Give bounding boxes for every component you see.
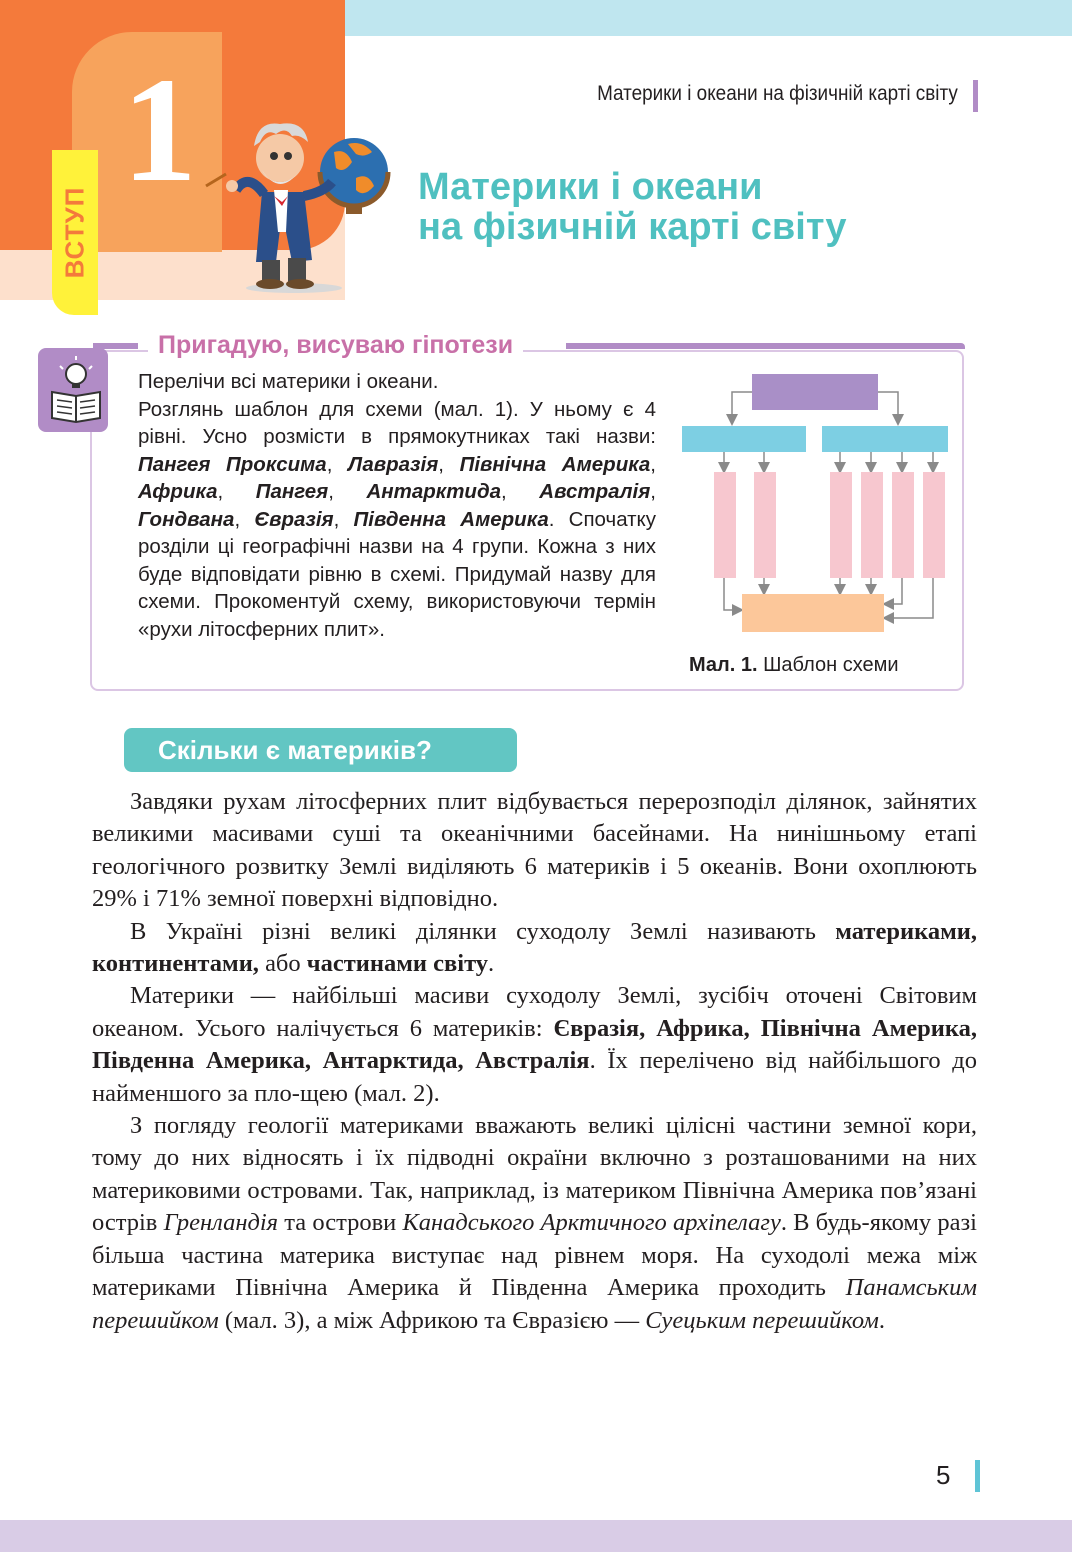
text-run: . Їх перелічено від найбільшого до найменшого за пло-щею (мал. 2).: [92, 1047, 977, 1107]
text-run: .: [878, 1306, 886, 1334]
body-paragraph-1: Завдяки рухам літосферних плит відбувається перерозподіл ділянок, зайнятих великими масивами суші та океанічними басейнами. На нинішньому етапі геологічного розвитку Землі виділяють 6 материків і 5 океанів. Вони охоплюють 29% і 71% земної поверхні відповідно.: [92, 788, 977, 913]
page-number-bar: [975, 1460, 980, 1492]
name-term: Північна Америка: [459, 452, 651, 476]
chapter-title-line2: на фізичній карті світу: [418, 206, 847, 248]
text-run: З погляду геології материками вважають великі цілісні частини земної кори, тому до них відносять і їх підводні окраїни включно з розташованими на них материковими островами. Так, наприклад, із материком Північна Америка пов’язані острів: [92, 1112, 977, 1237]
scheme-arrow: [732, 392, 752, 420]
term-bold: материками, континентами,: [92, 917, 977, 978]
hypothesis-icon-tile: [38, 348, 108, 432]
name-term: Пангея: [255, 480, 329, 503]
term-italic: Канадського Арктичного архіпелагу: [402, 1209, 781, 1237]
text-run: Материки — найбільші масиви суходолу Землі, зусібіч оточені Світовим океаном. Усього налічується 6 материків:: [92, 982, 977, 1042]
hypothesis-task-1: Перелічи всі материки і океани.: [138, 370, 439, 393]
hypothesis-rule-right: [566, 343, 965, 349]
scheme-level3-box: [714, 472, 736, 578]
chapter-number: 1: [122, 47, 197, 213]
text-run: та острови: [278, 1209, 403, 1237]
name-term: Антарктида: [366, 480, 502, 503]
text-run: або: [258, 950, 307, 978]
running-head: Материки і океани на фізичній карті світу: [597, 82, 958, 105]
running-head-bar: [973, 80, 978, 112]
scheme-template-diagram: [676, 368, 956, 638]
scheme-top-box: [752, 374, 878, 410]
chapter-title-line1: Материки і океани: [418, 166, 763, 208]
scheme-level3-box: [923, 472, 945, 578]
hypothesis-task-2-start: Розглянь шаблон для схеми (мал. 1). У ньому є 4 рівні. Усно розмісти в прямокутниках такі назви:: [138, 397, 656, 448]
scheme-arrow: [888, 578, 902, 604]
text-run: .: [488, 950, 495, 978]
continents-list: Євразія, Африка, Північна Америка, Південна Америка, Антарктида, Австралія: [92, 1014, 977, 1075]
scheme-arrow: [888, 578, 933, 618]
text-run: (мал. 3), а між Африкою та Євразією —: [218, 1306, 646, 1334]
scheme-level2-arrows: [724, 452, 933, 468]
hypothesis-task-2: Розглянь шаблон для схеми (мал. 1). У ньому є 4 рівні. Усно розмісти в прямокутниках такі назви: Пангея Проксима, Лавразія, Північна Америка, Африка, Пангея, Антарктида, Австралія, Гондвана, Євразія, Південна Америка. Спочатку розділи ці географічні назви на 4 групи. Кожна з них буде відповідати рівню в схемі. Придумай назву для схеми. Прокоментуй схему, використовуючи термін «рухи літосферних плит».: [138, 397, 656, 641]
section-heading: Скільки є материків?: [158, 735, 432, 765]
name-term: Південна Америка: [353, 507, 549, 531]
scheme-arrow: [724, 578, 738, 610]
body-paragraph-2: [92, 916, 977, 981]
text-run: . В будь-якому разі більша частина материка виступає над рівнем моря. На суходолі межа між материками Північна Америка й Південна Америка проходить: [92, 1209, 977, 1302]
body-paragraph-4: [92, 1110, 977, 1337]
hypothesis-title: Пригадую, висуваю гіпотези: [148, 330, 523, 360]
footer-band: [0, 1520, 1072, 1552]
scheme-level2-box: [682, 426, 806, 452]
name-term: Африка: [138, 480, 218, 503]
body-paragraph-3: [92, 980, 977, 1110]
scheme-level3-box: [754, 472, 776, 578]
scheme-level2-box: [822, 426, 948, 452]
professor-globe-illustration: [196, 112, 396, 294]
scheme-level3-box: [861, 472, 883, 578]
scheme-bottom-box: [742, 594, 884, 632]
name-term: Пангея Проксима: [138, 452, 327, 476]
name-term: Лавразія: [348, 452, 439, 476]
term-italic: Гренландія: [163, 1209, 279, 1237]
header-blue-band: [345, 0, 1072, 36]
figure-caption-label: Мал. 1.: [689, 654, 758, 676]
figure-caption: [689, 654, 899, 677]
hypothesis-task-2-end: . Спочатку розділи ці географічні назви на 4 групи. Кожна з них буде відповідати рівню в схемі. Придумай назву для схеми. Прокоментуй схему, використовуючи термін «рухи літосферних плит».: [138, 507, 656, 641]
book-lightbulb-icon: [38, 348, 108, 432]
body-text: [92, 786, 977, 1337]
scheme-arrow: [878, 392, 898, 420]
page-number: 5: [936, 1460, 951, 1490]
term-bold: частинами світу: [306, 950, 489, 978]
name-term: Євразія: [254, 507, 334, 531]
name-term: Австралія: [539, 480, 651, 503]
name-term: Гондвана: [138, 507, 235, 531]
hypothesis-text: [138, 368, 656, 643]
section-tag: [52, 150, 98, 315]
term-italic: Панамським перешийком: [92, 1274, 977, 1334]
scheme-level3-box: [892, 472, 914, 578]
term-italic: Суецьким перешийком: [645, 1306, 879, 1334]
scheme-level3-box: [830, 472, 852, 578]
section-tag-label: ВСТУП: [59, 186, 90, 279]
text-run: В Україні різні великі ділянки суходолу Землі називають: [130, 917, 836, 945]
figure-caption-text: Шаблон схеми: [763, 654, 899, 676]
